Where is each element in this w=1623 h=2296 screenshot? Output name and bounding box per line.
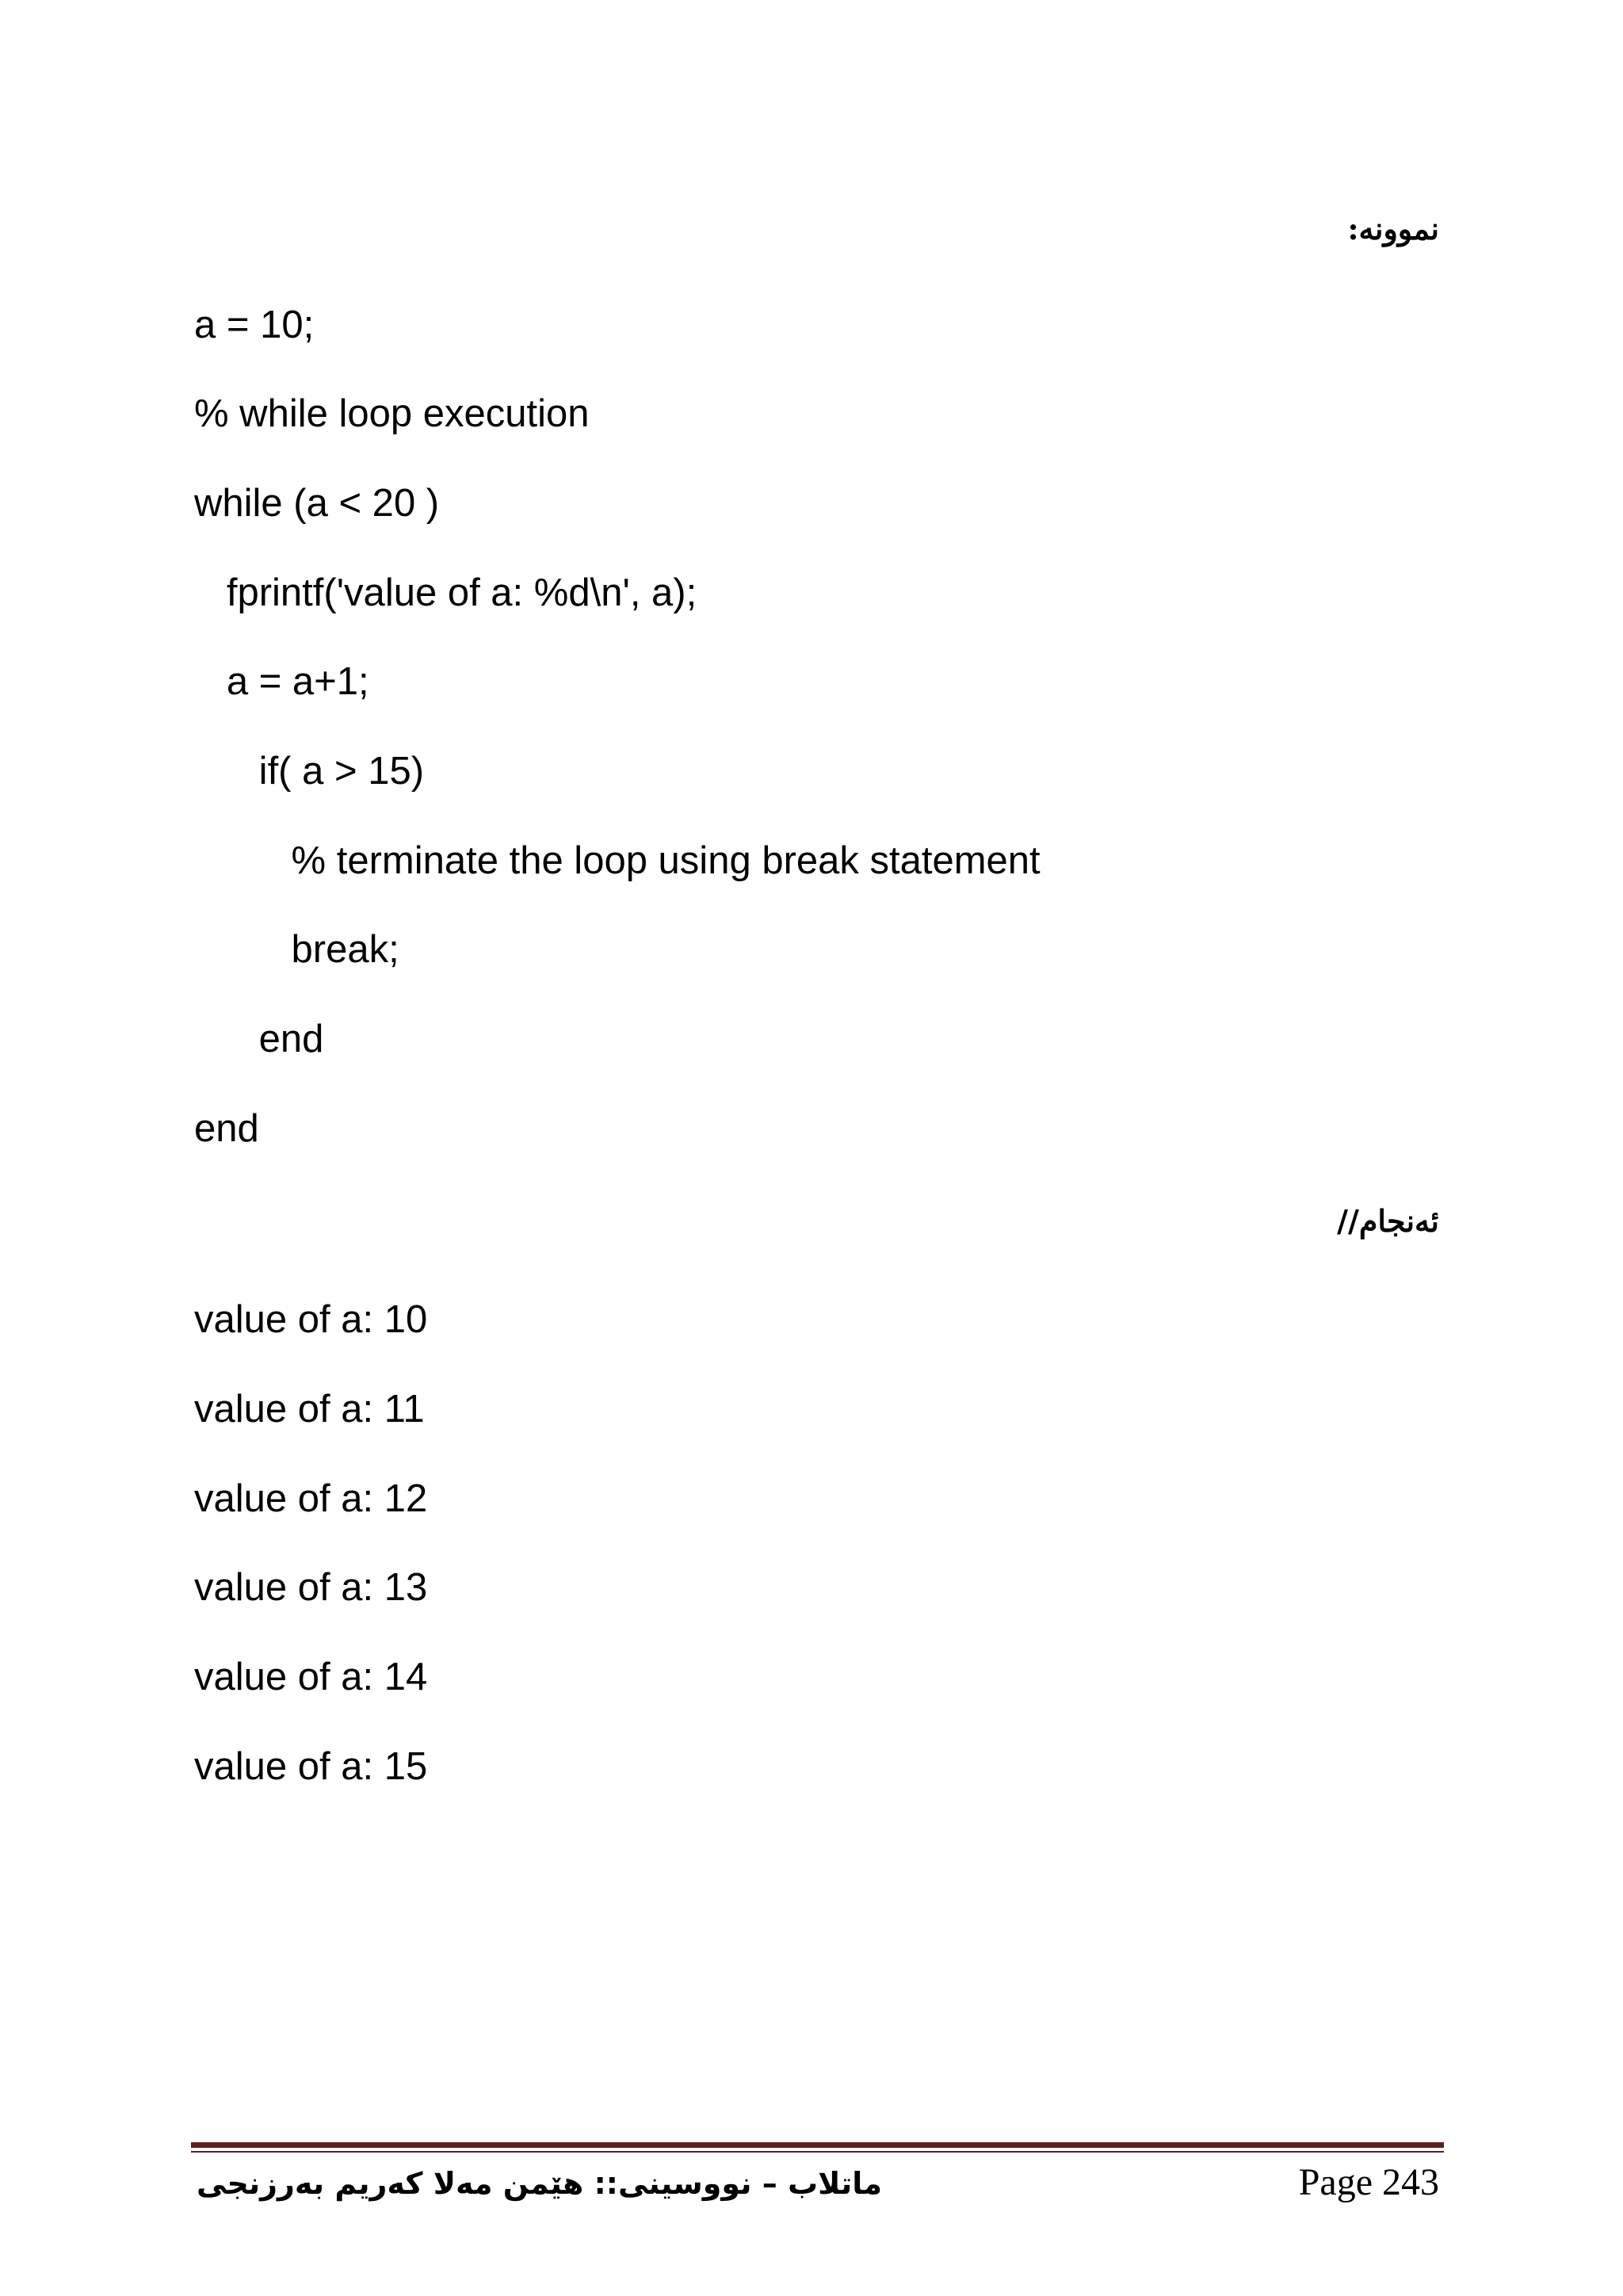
output-line: value of a: 13 bbox=[194, 1566, 428, 1609]
output-line: value of a: 12 bbox=[194, 1477, 428, 1520]
code-line: % while loop execution bbox=[194, 392, 590, 435]
code-line: end bbox=[194, 1018, 324, 1060]
output-line: value of a: 11 bbox=[194, 1388, 425, 1431]
code-line: end bbox=[194, 1107, 259, 1150]
code-line: a = a+1; bbox=[194, 660, 369, 703]
code-line: fprintf('value of a: %d\n', a); bbox=[194, 571, 697, 614]
page-number: Page 243 bbox=[1298, 2161, 1439, 2203]
code-line: if( a > 15) bbox=[194, 750, 425, 793]
output-line: value of a: 14 bbox=[194, 1656, 428, 1698]
example-heading: نموونه: bbox=[1347, 211, 1439, 246]
result-heading: ئەنجام// bbox=[1337, 1203, 1439, 1239]
footer-rule-thick bbox=[191, 2142, 1444, 2148]
code-line: break; bbox=[194, 928, 399, 971]
output-line: value of a: 10 bbox=[194, 1298, 428, 1341]
footer-rule-thin bbox=[191, 2151, 1444, 2153]
code-line: % terminate the loop using break statement bbox=[194, 839, 1041, 882]
output-line: value of a: 15 bbox=[194, 1745, 428, 1788]
code-line: while (a < 20 ) bbox=[194, 482, 440, 525]
footer-author: ماتلاب – نووسینی:: هێمن مەلا کەریم بەرزنجی bbox=[197, 2166, 883, 2201]
code-line: a = 10; bbox=[194, 304, 315, 346]
